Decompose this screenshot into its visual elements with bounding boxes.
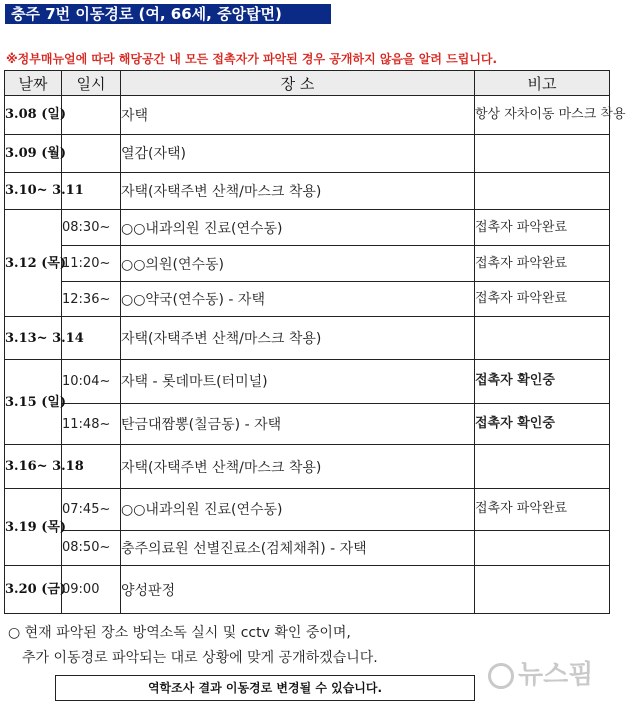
note-cell — [475, 173, 610, 210]
time-cell: 10:04~ — [62, 360, 121, 404]
place-cell: 자택 — [121, 96, 475, 135]
note-cell — [475, 445, 610, 489]
place-cell: 열감(자택) — [121, 134, 475, 173]
footer-line-2: 추가 이동경로 파악되는 대로 상황에 맞게 공개하겠습니다. — [22, 650, 378, 666]
date-cell: 3.12 (목) — [5, 209, 62, 317]
table-header-row — [5, 71, 610, 96]
note-cell — [475, 566, 610, 614]
header-time: 일시 — [62, 71, 121, 96]
header-date: 날짜 — [5, 71, 62, 96]
note-cell: 접촉자 파악완료 — [475, 281, 610, 317]
date-cell: 3.19 (목) — [5, 489, 62, 566]
date-cell: 3.09 (월) — [5, 134, 62, 173]
route-table — [4, 70, 626, 614]
news-watermark — [488, 654, 593, 691]
table-row — [5, 173, 610, 210]
time-cell — [62, 134, 121, 173]
table-row — [5, 281, 610, 317]
time-cell: 07:45~ — [62, 489, 121, 531]
table-row — [5, 360, 610, 404]
table-row — [5, 96, 610, 135]
notice-box: 역학조사 결과 이동경로 변경될 수 있습니다. — [55, 675, 475, 701]
place-cell: 충주의료원 선별진료소(검체채취) - 자택 — [121, 530, 475, 566]
place-cell: 자택(자택주변 산책/마스크 착용) — [121, 317, 475, 360]
date-cell: 3.16~ 3.18 — [5, 445, 62, 489]
header-note: 비고 — [475, 71, 610, 96]
time-cell: 09:00 — [62, 566, 121, 614]
date-cell: 3.08 (일) — [5, 96, 62, 135]
place-cell: ○○내과의원 진료(연수동) — [121, 489, 475, 531]
table-row — [5, 403, 610, 445]
date-cell: 3.10~ 3.11 — [5, 173, 62, 210]
date-cell: 3.20 (금) — [5, 566, 62, 614]
note-cell: 접촉자 확인중 — [475, 403, 610, 445]
place-cell: 자택(자택주변 산책/마스크 착용) — [121, 445, 475, 489]
table-row — [5, 134, 610, 173]
table-row — [5, 530, 610, 566]
note-cell: 접촉자 확인중 — [475, 360, 610, 404]
note-cell — [475, 134, 610, 173]
place-cell: ○○의원(연수동) — [121, 246, 475, 282]
date-cell: 3.15 (일) — [5, 360, 62, 445]
time-cell — [62, 96, 121, 135]
note-cell: 접촉자 파악완료 — [475, 489, 610, 531]
footer-line-1: ○ 현재 파악된 장소 방역소독 실시 및 cctv 확인 중이며, — [8, 625, 351, 641]
time-cell: 11:20~ — [62, 246, 121, 282]
time-cell: 12:36~ — [62, 281, 121, 317]
place-cell: 양성판정 — [121, 566, 475, 614]
place-cell: ○○내과의원 진료(연수동) — [121, 209, 475, 246]
note-cell: 항상 자차이동 마스크 착용 — [475, 96, 610, 135]
table-row — [5, 489, 610, 531]
header-place: 장 소 — [121, 71, 475, 96]
table-row — [5, 317, 610, 360]
place-cell: 자택 - 롯데마트(터미널) — [121, 360, 475, 404]
note-cell: 접촉자 파악완료 — [475, 209, 610, 246]
place-cell: 자택(자택주변 산책/마스크 착용) — [121, 173, 475, 210]
watermark-text: 뉴스핌 — [518, 660, 594, 690]
table-row — [5, 246, 610, 282]
page-title: 충주 7번 이동경로 (여, 66세, 중앙탑면) — [5, 4, 331, 24]
place-cell: 탄금대짬뽕(칠금동) - 자택 — [121, 403, 475, 445]
time-cell: 08:50~ — [62, 530, 121, 566]
note-cell — [475, 317, 610, 360]
note-cell: 접촉자 파악완료 — [475, 246, 610, 282]
disclosure-notice: ※정부매뉴얼에 따라 해당공간 내 모든 접촉자가 파악된 경우 공개하지 않음을 알려 드립니다. — [6, 52, 498, 66]
time-cell: 11:48~ — [62, 403, 121, 445]
place-cell: ○○약국(연수동) - 자택 — [121, 281, 475, 317]
date-cell: 3.13~ 3.14 — [5, 317, 62, 360]
table-row — [5, 209, 610, 246]
time-cell: 08:30~ — [62, 209, 121, 246]
watermark-logo-icon — [488, 663, 514, 689]
note-cell — [475, 530, 610, 566]
table-row — [5, 566, 610, 614]
table-row — [5, 445, 610, 489]
